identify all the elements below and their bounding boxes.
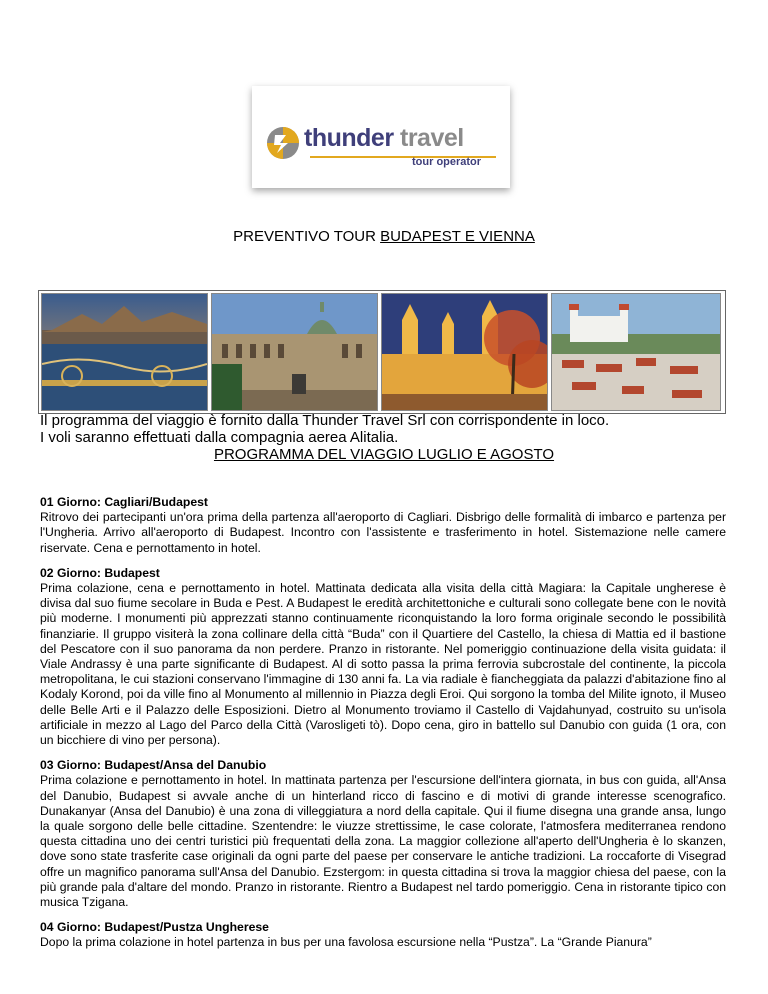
day-section — [40, 920, 726, 950]
photo-bratislava-castle — [551, 293, 721, 411]
logo-name — [304, 124, 464, 153]
photo-budapest-parliament — [41, 293, 208, 411]
logo-word-travel: travel — [400, 124, 464, 152]
logo-card — [252, 86, 510, 188]
day-title: 01 Giorno: Cagliari/Budapest — [40, 495, 208, 509]
photo-strip — [38, 290, 726, 414]
intro-line: Il programma del viaggio è fornito dalla Thunder Travel Srl con corrispondente in loco. — [40, 412, 610, 429]
day-title: 04 Giorno: Budapest/Pustza Ungherese — [40, 920, 269, 935]
day-text: Prima colazione e pernottamento in hotel. In mattinata partenza per l'escursione dell'intera giornata, in bus con guida, all'Ansa del Danubio, Budapest si avvale anche di un hinterland ricco di fascino e di motivi di grande interesse scenografico. Dunakanyar (Ansa del Danubio) è una zona di villeggiatura a nord della capitale. Qui il fiume disegna una grande ansa, lungo la quale sorgono delle belle cittadine. Szentendre: le viuzze strettissime, le case colorate, l'atmosfera mediterranea rendono questa cittadina uno dei centri turistici più frequentati della zona. La maggior collezione all'aperto dell'Ungheria è lo skanzen, dove sono state trasferite case originali da ogni parte del paese per conservare le antiche tradizioni. La roccaforte di Visegrad offre un magnifico panorama sull'Ansa del Danubio. Ezstergom: in questa cittadina si trova la maggior chiesa del paese, con la più grande pala d'altare del mondo. Pranzo in ristorante. Rientro a Budapest nel tardo pomeriggio. Cena in ristorante tipico con musica Tzigana. — [40, 773, 726, 910]
day-text: Dopo la prima colazione in hotel partenza in bus per una favolosa escursione nella “Pustza”. La “Grande Pianura” — [40, 935, 652, 950]
day-section — [40, 758, 726, 910]
day-title: 03 Giorno: Budapest/Ansa del Danubio — [40, 758, 267, 773]
logo-tagline: tour operator — [412, 156, 482, 168]
day-section — [40, 566, 726, 748]
program-heading: PROGRAMMA DEL VIAGGIO LUGLIO E AGOSTO — [213, 446, 555, 463]
photo-buda-castle — [211, 293, 378, 411]
day-title: 02 Giorno: Budapest — [40, 565, 160, 580]
intro-text — [40, 412, 609, 446]
intro-line: I voli saranno effettuati dalla compagnia aerea Alitalia. — [40, 429, 399, 446]
page-title — [0, 228, 768, 245]
day-text: Ritrovo dei partecipanti un'ora prima della partenza all'aeroporto di Cagliari. Disbrigo delle formalità di imbarco e partenza per l'Ungheria. Arrivo all'aeroporto di Budapest. Incontro con l'assistente e trasferimento in hotel. Sistemazione nelle camere riservate. Cena e pernottamento in hotel. — [40, 510, 726, 555]
day-section — [40, 495, 726, 556]
itinerary — [40, 495, 726, 961]
logo-word-thunder: thunder — [304, 124, 394, 152]
day-text: Prima colazione, cena e pernottamento in hotel. Mattinata dedicata alla visita della città Magiara: la Capitale ungherese è divisa dal suo fiume secolare in Buda e Pest. A Budapest le eredità architettoniche e culturali sono collegate bene con le novità più moderne. I monumenti più apprezzati stanno continuamente riconquistando la loro forma originale secondo le possibilità finanziarie. Il gruppo visiterà la zona collinare della città “Buda” con il Quartiere del Castello, la chiesa di Mattia ed il bastione del Pescatore con il suo panorama da non perdere. Pranzo in ristorante. Nel pomeriggio continuazione della visita guidata: il Viale Andrassy è una parte significante di Budapest. Al di sotto passa la prima ferrovia subcrostale del continente, la piccola metropolitana, le cui stazioni conservano l'immagine di 130 anni fa. La via radiale è fiancheggiata da palazzi d'abitazione fino al Kodaly Korond, poi da ville fino al Monumento al millennio in Piazza degli Eroi. Qui sorgono la tomba del Milite ignoto, il Museo delle Belle Arti e il Palazzo delle Esposizioni. Dietro al Monumento troviamo il Castello di Vajdahunyad, costruito su un'isola artificiale in mezzo al Lago del Parco della Città (Varosligeti tò). Dopo cena, giro in battello sul Danubio con guida (1 ora, con un bicchiere di vino per persona). — [40, 581, 726, 748]
photo-vienna-rathaus — [381, 293, 548, 411]
title-destination: BUDAPEST E VIENNA — [380, 228, 535, 245]
title-prefix: PREVENTIVO TOUR — [233, 228, 381, 245]
thunder-travel-logo-icon — [266, 126, 300, 160]
